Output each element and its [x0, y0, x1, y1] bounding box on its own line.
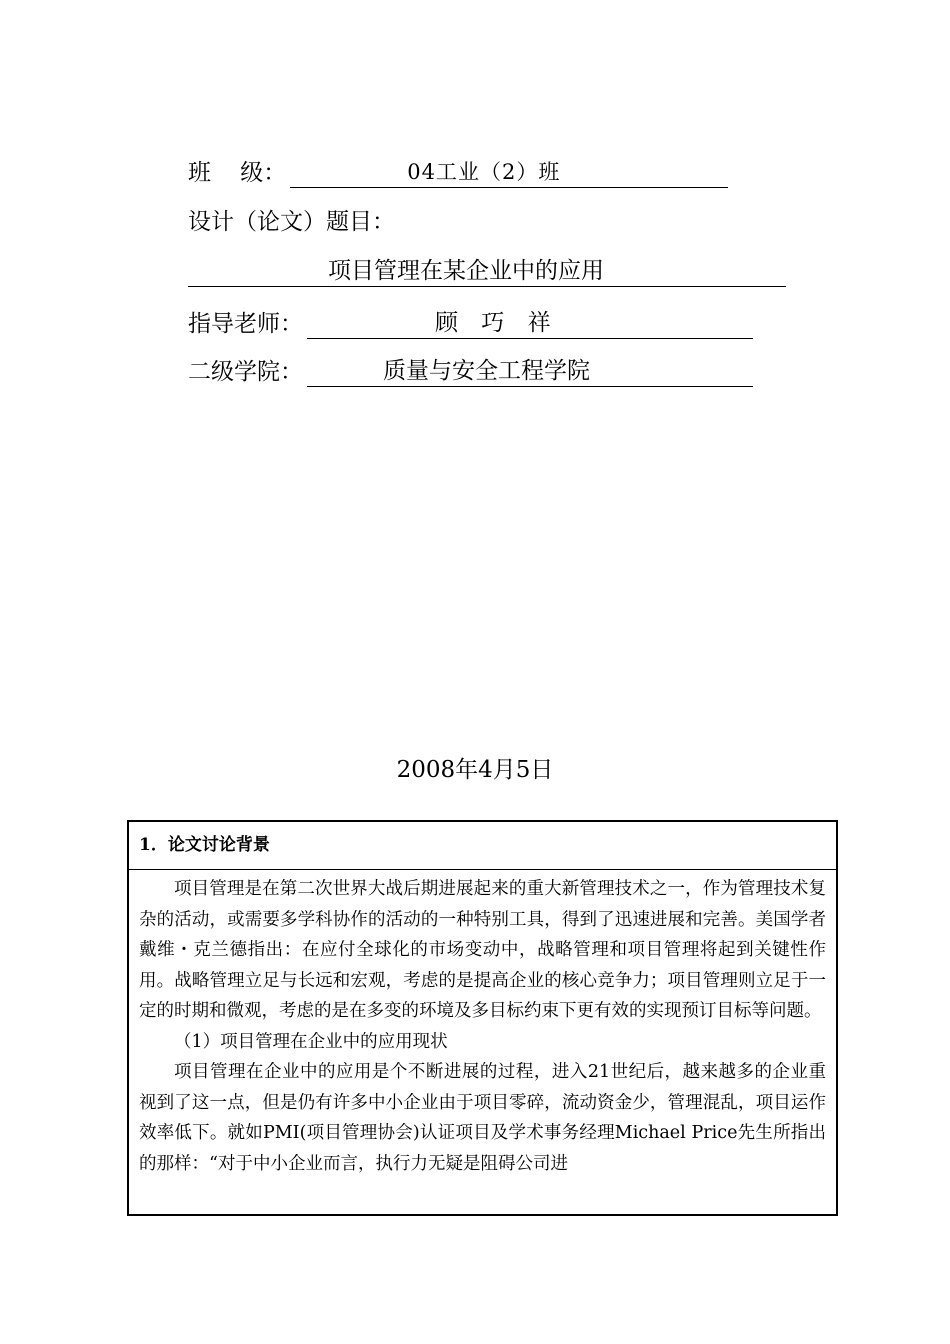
advisor-field [307, 310, 753, 339]
class-label: 班 级： [188, 160, 287, 186]
subheading: （1）项目管理在企业中的应用现状 [174, 1031, 448, 1052]
college-field [307, 358, 753, 387]
cover-date: 2008年4月5日 [396, 757, 554, 783]
paragraph-1: 项目管理是在第二次世界大战后期进展起来的重大新管理技术之一，作为管理技术复杂的活动，或需要多学科协作的活动的一种特别工具，得到了迅速进展和完善。美国学者戴维・克兰德指出：在应付全球化的市场变动中，战略管理和项目管理将起到关键性作用。战略管理立足与长远和宏观，考虑的是提高企业的核心竞争力；项目管理则立足于一定的时期和微观，考虑的是在多变的环境及多目标约束下更有效的实现预订目标等问题。 [139, 879, 826, 1021]
topic-field [188, 258, 786, 287]
class-value: 04工业（2）班 [407, 160, 561, 184]
college-label: 二级学院： [188, 359, 303, 385]
topic-label: 设计（论文）题目： [188, 209, 395, 235]
section-body [129, 870, 836, 1179]
advisor-value: 顾 巧 祥 [435, 310, 559, 336]
advisor-row [188, 309, 753, 339]
class-row [188, 158, 728, 188]
college-row [188, 357, 753, 387]
topic-row [188, 257, 786, 287]
topic-label-row [188, 207, 395, 237]
college-value: 质量与安全工程学院 [383, 358, 590, 384]
topic-value: 项目管理在某企业中的应用 [328, 258, 604, 284]
advisor-label: 指导老师： [188, 311, 303, 337]
paragraph-2: 项目管理在企业中的应用是个不断进展的过程，进入21世纪后，越来越多的企业重视到了这一点，但是仍有许多中小企业由于项目零碎，流动资金少，管理混乱，项目运作效率低下。就如PMI(项目管理协会)认证项目及学术事务经理Michael Price先生所指出的那样：“对于中小企业而言，执行力无疑是阻碍公司进 [139, 1062, 826, 1174]
class-field [290, 159, 728, 188]
section-heading: 1．论文讨论背景 [129, 822, 836, 870]
background-section-box [127, 820, 838, 1216]
